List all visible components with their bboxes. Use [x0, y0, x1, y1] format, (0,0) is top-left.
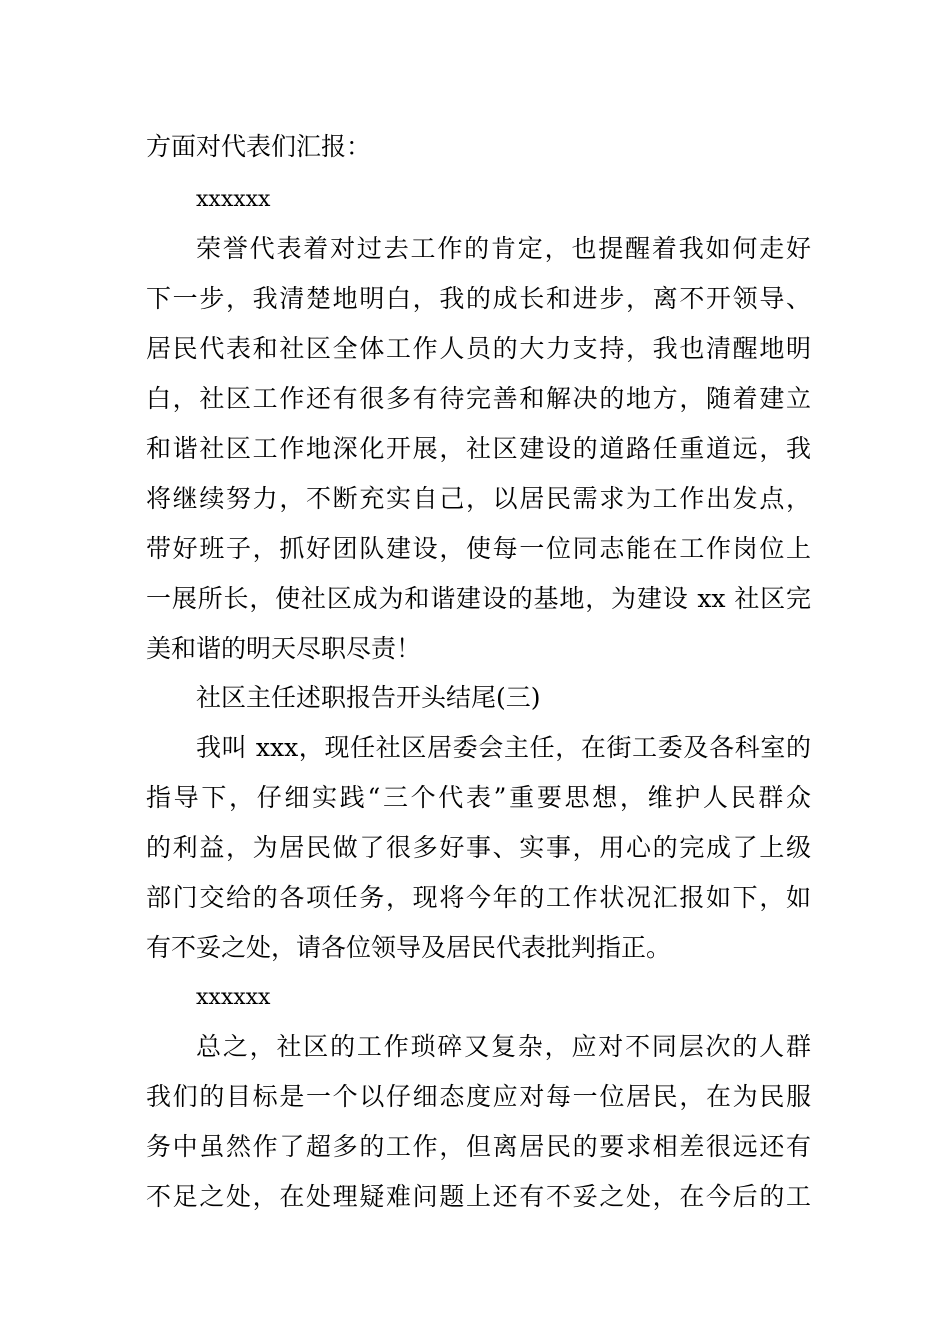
text-line: 有不妥之处，请各位领导及居民代表批判指正。 [146, 933, 672, 962]
placeholder-line: xxxxxx [196, 187, 271, 212]
paragraph-first-line: 荣誉代表着对过去工作的肯定，也提醒着我如何走好 [196, 234, 811, 263]
text-line: 务中虽然作了超多的工作，但离居民的要求相差很远还有 [146, 1132, 811, 1161]
text-line: 不足之处，在处理疑难问题上还有不妥之处，在今后的工 [146, 1182, 811, 1211]
text-line: 指导下，仔细实践“三个代表”重要思想，维护人民群众 [146, 783, 811, 812]
paragraph-first-line: 我叫 xxx，现任社区居委会主任，在街工委及各科室的 [196, 733, 811, 762]
placeholder-line: xxxxxx [196, 985, 271, 1010]
text-line: 和谐社区工作地深化开展，社区建设的道路任重道远，我 [146, 434, 811, 463]
paragraph-first-line: 总之，社区的工作琐碎又复杂，应对不同层次的人群 [196, 1032, 811, 1061]
text-line: 居民代表和社区全体工作人员的大力支持，我也清醒地明 [146, 334, 811, 363]
text-line: 部门交给的各项任务，现将今年的工作状况汇报如下，如 [146, 883, 811, 912]
text-line: 带好班子，抓好团队建设，使每一位同志能在工作岗位上 [146, 534, 811, 563]
text-line: 下一步，我清楚地明白，我的成长和进步，离不开领导、 [146, 284, 811, 313]
section-heading: 社区主任述职报告开头结尾(三) [196, 683, 541, 712]
text-line: 一展所长，使社区成为和谐建设的基地，为建设 xx 社区完 [146, 584, 811, 613]
text-line: 白，社区工作还有很多有待完善和解决的地方，随着建立 [146, 384, 811, 413]
text-line: 方面对代表们汇报： [146, 132, 372, 161]
text-line: 的利益，为居民做了很多好事、实事，用心的完成了上级 [146, 833, 811, 862]
text-line: 美和谐的明天尽职尽责！ [146, 634, 422, 663]
text-line: 将继续努力，不断充实自己，以居民需求为工作出发点， [146, 484, 811, 513]
text-line: 我们的目标是一个以仔细态度应对每一位居民，在为民服 [146, 1082, 811, 1111]
